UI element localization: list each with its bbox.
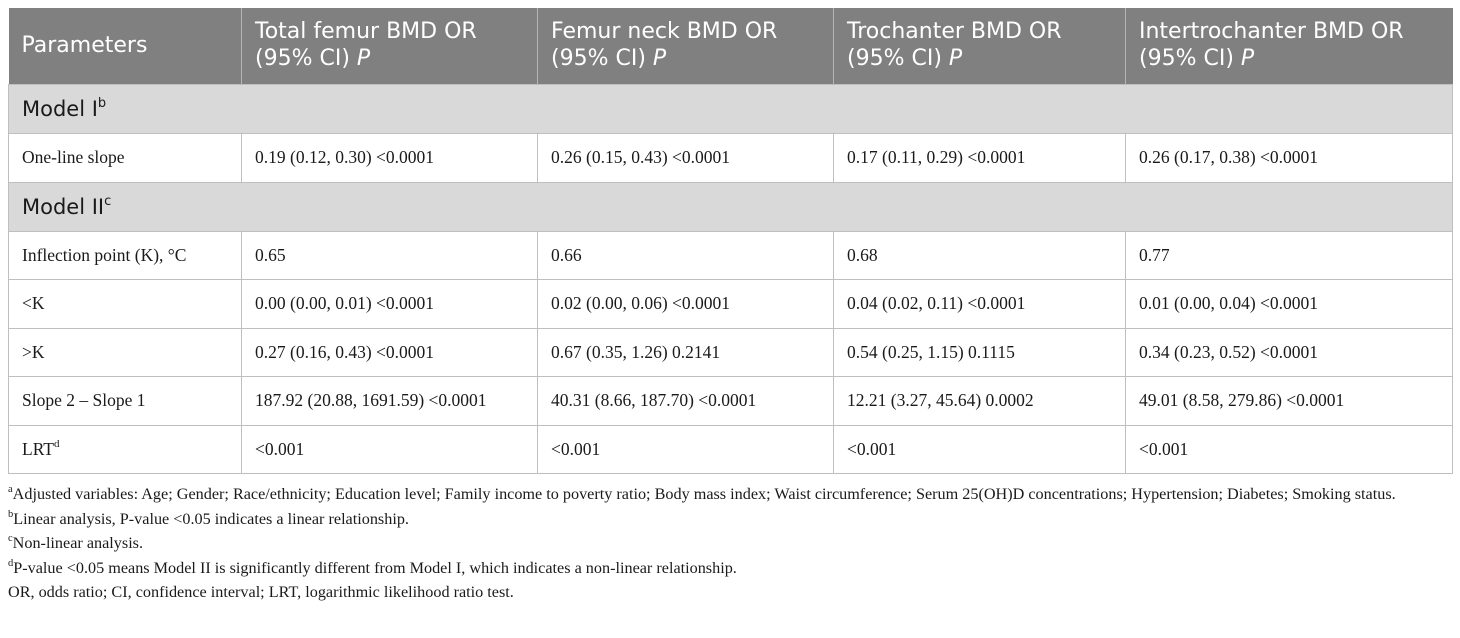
threshold-effect-table bbox=[8, 8, 1453, 474]
table-cell: <0.001 bbox=[834, 425, 1126, 474]
footnote: $^d$P-value <0.05 means Model II is significantly different from Model I, which indicates a non-linear relationship. bbox=[8, 557, 737, 577]
table-cell: 0.34 (0.23, 0.52) <0.0001 bbox=[1126, 328, 1453, 377]
table-cell: 187.92 (20.88, 1691.59) <0.0001 bbox=[242, 377, 538, 426]
header-intertrochanter: Intertrochanter BMD OR (95% CI) P bbox=[1126, 8, 1453, 85]
table-cell: <0.001 bbox=[538, 425, 834, 474]
table-cell: 0.67 (0.35, 1.26) 0.2141 bbox=[538, 328, 834, 377]
table-row bbox=[9, 328, 1453, 377]
row-label: LRT$^d$ bbox=[9, 425, 242, 474]
results-table-container bbox=[8, 8, 1452, 474]
header-row bbox=[9, 8, 1453, 85]
table-cell: 0.26 (0.17, 0.38) <0.0001 bbox=[1126, 134, 1453, 183]
table-cell: 0.19 (0.12, 0.30) <0.0001 bbox=[242, 134, 538, 183]
table-row bbox=[9, 231, 1453, 280]
table-cell: 0.02 (0.00, 0.06) <0.0001 bbox=[538, 280, 834, 329]
table-header bbox=[9, 8, 1453, 85]
section-model-1 bbox=[9, 85, 1453, 134]
table-footnotes bbox=[8, 482, 1454, 605]
row-label: One-line slope bbox=[9, 134, 242, 183]
table-body bbox=[9, 85, 1453, 474]
table-cell: 0.01 (0.00, 0.04) <0.0001 bbox=[1126, 280, 1453, 329]
section-label: Model $I^b$ bbox=[9, 85, 1453, 134]
table-cell: 40.31 (8.66, 187.70) <0.0001 bbox=[538, 377, 834, 426]
row-label: <K bbox=[9, 280, 242, 329]
table-cell: <0.001 bbox=[1126, 425, 1453, 474]
section-label: Model $II^c$ bbox=[9, 182, 1453, 231]
header-trochanter: Trochanter BMD OR (95% CI) P bbox=[834, 8, 1126, 85]
table-cell: 0.26 (0.15, 0.43) <0.0001 bbox=[538, 134, 834, 183]
table-cell: 0.27 (0.16, 0.43) <0.0001 bbox=[242, 328, 538, 377]
table-cell: 0.66 bbox=[538, 231, 834, 280]
table-row bbox=[9, 377, 1453, 426]
table-row bbox=[9, 280, 1453, 329]
table-cell: 0.68 bbox=[834, 231, 1126, 280]
row-label: Inflection point (K), °C bbox=[9, 231, 242, 280]
table-cell: 49.01 (8.58, 279.86) <0.0001 bbox=[1126, 377, 1453, 426]
header-femur-neck: Femur neck BMD OR (95% CI) P bbox=[538, 8, 834, 85]
table-row bbox=[9, 425, 1453, 474]
table-cell: 0.17 (0.11, 0.29) <0.0001 bbox=[834, 134, 1126, 183]
header-total-femur: Total femur BMD OR (95% CI) P bbox=[242, 8, 538, 85]
table-cell: 0.54 (0.25, 1.15) 0.1115 bbox=[834, 328, 1126, 377]
section-model-2 bbox=[9, 182, 1453, 231]
table-cell: 0.77 bbox=[1126, 231, 1453, 280]
table-cell: 0.65 bbox=[242, 231, 538, 280]
footnote: $^a$Adjusted variables: Age; Gender; Race/ethnicity; Education level; Family income to poverty ratio; Body mass index; Waist circumference; Serum 25(OH)D concentrations; Hypertension; Diabetes; Smoking status. bbox=[8, 484, 1396, 503]
row-label: >K bbox=[9, 328, 242, 377]
footnote: $^b$Linear analysis, P-value <0.05 indicates a linear relationship. bbox=[8, 508, 409, 528]
table-cell: <0.001 bbox=[242, 425, 538, 474]
table-cell: 0.00 (0.00, 0.01) <0.0001 bbox=[242, 280, 538, 329]
row-label: Slope 2 – Slope 1 bbox=[9, 377, 242, 426]
table-cell: 12.21 (3.27, 45.64) 0.0002 bbox=[834, 377, 1126, 426]
header-parameters: Parameters bbox=[9, 8, 242, 85]
table-cell: 0.04 (0.02, 0.11) <0.0001 bbox=[834, 280, 1126, 329]
footnote-abbreviations: OR, odds ratio; CI, confidence interval; LRT, logarithmic likelihood ratio test. bbox=[8, 583, 514, 601]
table-row bbox=[9, 134, 1453, 183]
footnote: $^c$Non-linear analysis. bbox=[8, 533, 144, 552]
